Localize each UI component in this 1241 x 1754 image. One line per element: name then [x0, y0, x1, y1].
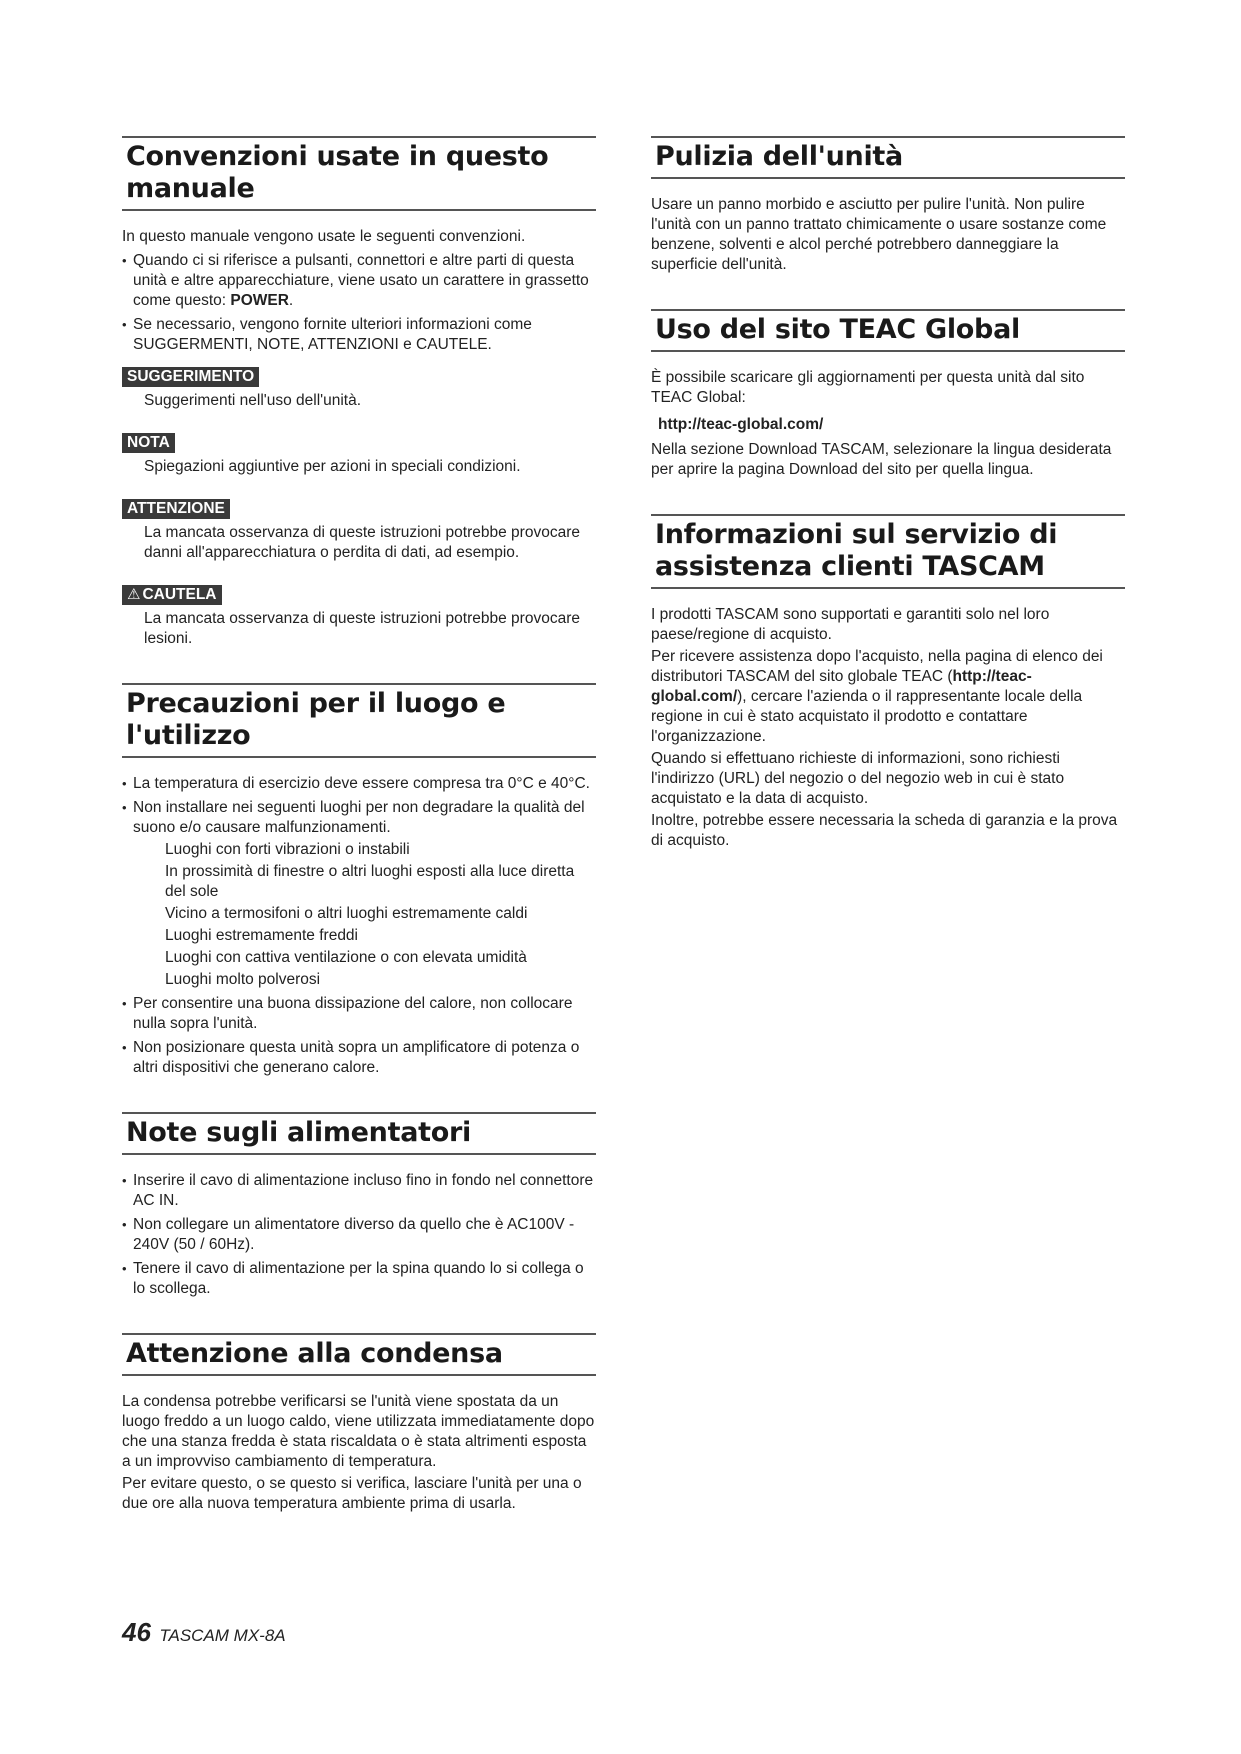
support-paragraph: I prodotti TASCAM sono supportati e garantiti solo nel loro paese/regione di acquisto.	[651, 606, 1050, 643]
list-item: • Inserire il cavo di alimentazione incluso fino in fondo nel connettore AC IN.	[122, 1171, 596, 1211]
support-title: Informazioni sul servizio di assistenza clienti TASCAM	[651, 514, 1125, 589]
attention-text: La mancata osservanza di queste istruzioni potrebbe provocare danni all'apparecchiatura o perdita di dati, ad esempio.	[144, 524, 580, 561]
support-paragraph: Quando si effettuano richieste di informazioni, sono richiesti l'indirizzo (URL) del negozio o del negozio web in cui è stato acquistato e la data di acquisto.	[651, 750, 1065, 807]
sublist-item: Luoghi con forti vibrazioni o instabili	[165, 841, 410, 858]
condensation-paragraph: Per evitare questo, o se questo si verifica, lasciare l'unità per una o due ore alla nuova temperatura ambiente prima di usarla.	[122, 1475, 582, 1512]
warning-triangle-icon: ⚠	[127, 586, 141, 603]
footer-model: TASCAM MX-8A	[159, 1626, 286, 1645]
sublist-item: Luoghi estremamente freddi	[165, 927, 359, 944]
precautions-section	[122, 683, 596, 1078]
list-item: • Tenere il cavo di alimentazione per la spina quando lo si collega o lo scollega.	[122, 1259, 596, 1299]
teac-url-link[interactable]: http://teac-global.com/	[658, 416, 824, 433]
caution-text: La mancata osservanza di queste istruzioni potrebbe provocare lesioni.	[144, 610, 580, 647]
note-text: Spiegazioni aggiuntive per azioni in speciali condizioni.	[144, 458, 521, 475]
conventions-title: Convenzioni usate in questo manuale	[122, 136, 596, 211]
sublist-item: Luoghi con cattiva ventilazione o con elevata umidità	[165, 949, 527, 966]
sublist-item: In prossimità di finestre o altri luoghi esposti alla luce diretta del sole	[165, 863, 575, 900]
cleaning-section	[651, 136, 1125, 275]
condensation-paragraph: La condensa potrebbe verificarsi se l'unità viene spostata da un luogo freddo a un luogo caldo, viene utilizzata immediatamente dopo che una stanza fredda è stata riscaldata o è stata altrimenti esposta a un improvviso cambiamento di temperatura.	[122, 1393, 595, 1470]
left-column	[122, 136, 596, 1548]
teac-section	[651, 309, 1125, 480]
page-footer	[122, 1617, 286, 1648]
list-item: • Non collegare un alimentatore diverso da quello che è AC100V - 240V (50 / 60Hz).	[122, 1215, 596, 1255]
power-keyword: POWER	[230, 292, 289, 309]
list-item: • Non posizionare questa unità sopra un amplificatore di potenza o altri dispositivi che generano calore.	[122, 1038, 596, 1078]
page-number: 46	[122, 1617, 151, 1647]
caution-badge: ⚠ CAUTELA	[122, 585, 222, 605]
cleaning-title: Pulizia dell'unità	[651, 136, 1125, 179]
conventions-list	[122, 251, 596, 355]
teac-title: Uso del sito TEAC Global	[651, 309, 1125, 352]
tip-text: Suggerimenti nell'uso dell'unità.	[144, 392, 362, 409]
sublist-item: Vicino a termosifoni o altri luoghi estremamente caldi	[165, 905, 528, 922]
sublist-item: Luoghi molto polverosi	[165, 971, 321, 988]
power-section	[122, 1112, 596, 1299]
precautions-list	[122, 774, 596, 1078]
locations-sublist	[165, 840, 596, 990]
note-badge: NOTA	[122, 433, 175, 453]
teac-global-link[interactable]: http://teac-global.com/	[651, 668, 1032, 705]
list-item: • Non installare nei seguenti luoghi per non degradare la qualità del suono e/o causare malfunzionamenti. Luoghi con forti vibrazioni o instabili In prossimità di finestre o altri luoghi esposti alla luce diretta del sole Vicino a termosifoni o altri luoghi estremamente caldi Luoghi estremamente freddi Luoghi con cattiva ventilazione o con elevata umidità Luoghi molto polverosi	[122, 798, 596, 990]
conventions-intro: In questo manuale vengono usate le seguenti convenzioni.	[122, 228, 526, 245]
power-title: Note sugli alimentatori	[122, 1112, 596, 1155]
support-section	[651, 514, 1125, 851]
precautions-title: Precauzioni per il luogo e l'utilizzo	[122, 683, 596, 758]
condensation-title: Attenzione alla condensa	[122, 1333, 596, 1376]
list-item: • Per consentire una buona dissipazione del calore, non collocare nulla sopra l'unità.	[122, 994, 596, 1034]
conventions-section	[122, 136, 596, 649]
list-item: • Quando ci si riferisce a pulsanti, connettori e altre parti di questa unità e altre apparecchiature, viene usato un carattere in grassetto come questo: POWER.	[122, 251, 596, 311]
support-paragraph: Inoltre, potrebbe essere necessaria la scheda di garanzia e la prova di acquisto.	[651, 812, 1118, 849]
list-item: • La temperatura di esercizio deve essere compresa tra 0°C e 40°C.	[122, 774, 596, 794]
attention-badge: ATTENZIONE	[122, 499, 230, 519]
teac-paragraph: È possibile scaricare gli aggiornamenti per questa unità dal sito TEAC Global:	[651, 369, 1085, 406]
tip-badge: SUGGERIMENTO	[122, 367, 259, 387]
list-item: • Se necessario, vengono fornite ulteriori informazioni come SUGGERMENTI, NOTE, ATTENZIONI e CAUTELE.	[122, 315, 596, 355]
power-list	[122, 1171, 596, 1299]
right-column	[651, 136, 1125, 885]
cleaning-paragraph: Usare un panno morbido e asciutto per pulire l'unità. Non pulire l'unità con un panno trattato chimicamente o usare sostanze come benzene, solventi e alcol perché potrebbero danneggiare la superficie dell'unità.	[651, 196, 1107, 273]
support-paragraph: Per ricevere assistenza dopo l'acquisto, nella pagina di elenco dei distributori TASCAM del sito globale TEAC (http://teac-global.com/), cercare l'azienda o il rappresentante locale della regione in cui è stato acquistato il prodotto e contattare l'organizzazione.	[651, 648, 1103, 745]
condensation-section	[122, 1333, 596, 1514]
teac-paragraph: Nella sezione Download TASCAM, selezionare la lingua desiderata per aprire la pagina Download del sito per quella lingua.	[651, 441, 1112, 478]
